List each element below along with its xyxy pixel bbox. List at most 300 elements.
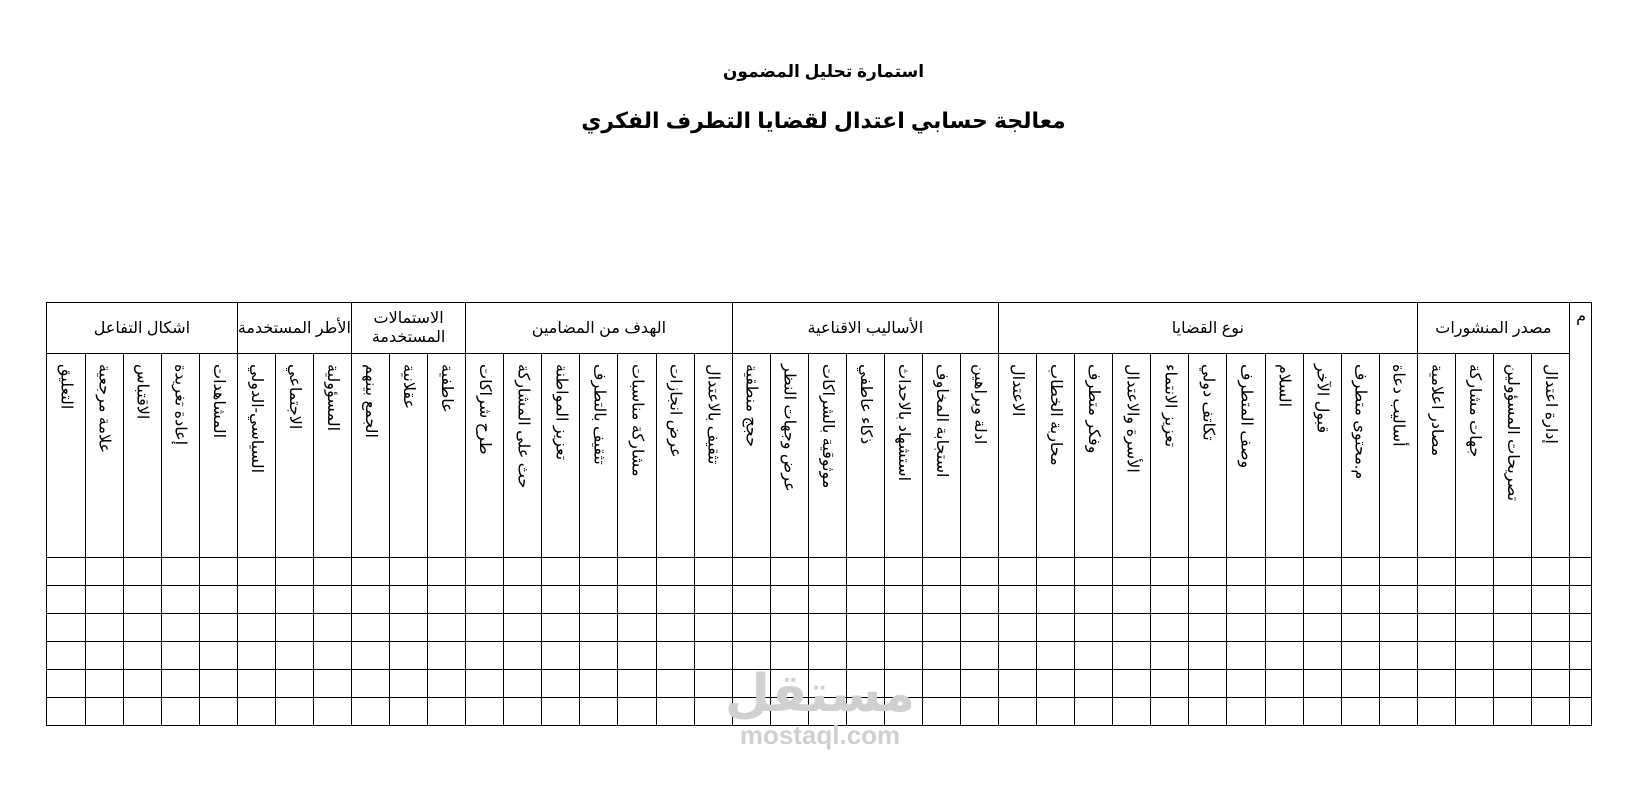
table-cell[interactable] [694, 558, 732, 586]
subcategory-label-wrap [466, 354, 503, 460]
table-cell[interactable] [1417, 614, 1455, 642]
subcategory-label: ذكاء عاطفي [856, 364, 874, 445]
table-cell[interactable] [313, 558, 351, 586]
table-cell[interactable] [275, 642, 313, 670]
table-cell[interactable] [390, 558, 428, 586]
table-cell[interactable] [922, 670, 960, 698]
subcategory-header [808, 354, 846, 558]
table-cell[interactable] [1379, 698, 1417, 726]
table-cell[interactable] [846, 586, 884, 614]
table-cell[interactable] [1570, 614, 1592, 642]
table-cell[interactable] [123, 642, 161, 670]
subcategory-header [390, 354, 428, 558]
table-cell[interactable] [1531, 642, 1569, 670]
table-cell[interactable] [618, 698, 656, 726]
table-cell[interactable] [1455, 614, 1493, 642]
table-cell[interactable] [732, 642, 770, 670]
table-cell[interactable] [1417, 670, 1455, 698]
table-cell[interactable] [1455, 642, 1493, 670]
table-cell[interactable] [618, 614, 656, 642]
table-cell[interactable] [1303, 614, 1341, 642]
table-cell[interactable] [275, 670, 313, 698]
table-cell[interactable] [1455, 558, 1493, 586]
subcategory-header [580, 354, 618, 558]
table-cell[interactable] [466, 586, 504, 614]
table-cell[interactable] [1113, 558, 1151, 586]
table-cell[interactable] [1189, 558, 1227, 586]
table-cell[interactable] [504, 642, 542, 670]
table-cell[interactable] [237, 614, 275, 642]
table-cell[interactable] [1303, 670, 1341, 698]
table-cell[interactable] [1265, 670, 1303, 698]
table-cell[interactable] [237, 586, 275, 614]
table-cell[interactable] [618, 642, 656, 670]
table-cell[interactable] [961, 670, 999, 698]
table-cell[interactable] [1075, 642, 1113, 670]
table-cell[interactable] [694, 642, 732, 670]
table-cell[interactable] [1265, 614, 1303, 642]
group-header-2: نوع القضايا [999, 303, 1418, 354]
table-cell[interactable] [770, 558, 808, 586]
table-cell[interactable] [390, 586, 428, 614]
table-cell[interactable] [884, 586, 922, 614]
table-cell[interactable] [1341, 670, 1379, 698]
table-cell[interactable] [694, 670, 732, 698]
table-cell[interactable] [466, 670, 504, 698]
table-cell[interactable] [1037, 586, 1075, 614]
table-cell[interactable] [732, 586, 770, 614]
index-header-label: م [1576, 308, 1586, 325]
table-cell[interactable] [1417, 586, 1455, 614]
subcategory-label: م.محتوى متطرف [1351, 364, 1369, 480]
table-cell[interactable] [1151, 614, 1189, 642]
table-cell[interactable] [1037, 670, 1075, 698]
table-cell[interactable] [618, 670, 656, 698]
table-cell[interactable] [656, 642, 694, 670]
subcategory-label-wrap [1304, 354, 1341, 438]
subcategory-header [694, 354, 732, 558]
table-cell[interactable] [846, 558, 884, 586]
subcategory-label-wrap [999, 354, 1036, 421]
table-cell[interactable] [390, 698, 428, 726]
table-cell[interactable] [1189, 586, 1227, 614]
table-cell[interactable] [161, 670, 199, 698]
subcategory-label: عقلانية [400, 364, 418, 410]
subcategory-header [1379, 354, 1417, 558]
table-cell[interactable] [1075, 614, 1113, 642]
table-cell[interactable] [1113, 586, 1151, 614]
table-cell[interactable] [237, 698, 275, 726]
table-cell[interactable] [428, 586, 466, 614]
table-cell[interactable] [352, 558, 390, 586]
content-analysis-table [46, 302, 1592, 726]
table-cell[interactable] [770, 698, 808, 726]
table-cell[interactable] [1341, 586, 1379, 614]
table-cell[interactable] [618, 586, 656, 614]
table-cell[interactable] [428, 670, 466, 698]
table-cell[interactable] [808, 586, 846, 614]
subcategory-label-wrap [1266, 354, 1303, 412]
table-cell[interactable] [1379, 614, 1417, 642]
table-cell[interactable] [161, 586, 199, 614]
subcategory-label: المشاهدات [209, 364, 227, 439]
index-column-header [1570, 303, 1592, 558]
table-cell[interactable] [999, 698, 1037, 726]
table-cell[interactable] [85, 698, 123, 726]
table-cell[interactable] [1151, 558, 1189, 586]
table-cell[interactable] [199, 614, 237, 642]
table-cell[interactable] [1570, 642, 1592, 670]
table-cell[interactable] [732, 558, 770, 586]
table-cell[interactable] [352, 698, 390, 726]
table-cell[interactable] [922, 642, 960, 670]
table-cell[interactable] [428, 614, 466, 642]
table-cell[interactable] [999, 670, 1037, 698]
table-cell[interactable] [580, 586, 618, 614]
table-cell[interactable] [1493, 614, 1531, 642]
table-cell[interactable] [1570, 586, 1592, 614]
table-cell[interactable] [1265, 642, 1303, 670]
table-cell[interactable] [1113, 642, 1151, 670]
table-cell[interactable] [275, 698, 313, 726]
table-cell[interactable] [85, 586, 123, 614]
table-body [47, 558, 1592, 726]
table-cell[interactable] [1493, 586, 1531, 614]
table-cell[interactable] [161, 614, 199, 642]
subcategory-label: وصف المتطرف [1237, 364, 1255, 469]
table-cell[interactable] [1570, 698, 1592, 726]
table-cell[interactable] [999, 558, 1037, 586]
subcategory-label-wrap [885, 354, 922, 486]
table-cell[interactable] [694, 698, 732, 726]
subcategory-header [275, 354, 313, 558]
table-cell[interactable] [161, 698, 199, 726]
table-cell[interactable] [846, 614, 884, 642]
table-cell[interactable] [1075, 670, 1113, 698]
table-cell[interactable] [1113, 698, 1151, 726]
table-cell[interactable] [466, 642, 504, 670]
table-cell[interactable] [85, 558, 123, 586]
subcategory-label-wrap [961, 354, 998, 449]
table-cell[interactable] [1531, 698, 1569, 726]
subcategory-label-wrap [47, 354, 85, 414]
subcategory-label: المسؤولية [323, 364, 341, 432]
table-cell[interactable] [808, 614, 846, 642]
table-cell[interactable] [580, 698, 618, 726]
subcategory-label: ادلة وبراهين [971, 364, 989, 445]
table-cell[interactable] [1151, 642, 1189, 670]
table-cell[interactable] [1379, 670, 1417, 698]
table-cell[interactable] [199, 586, 237, 614]
subcategory-label-wrap [124, 354, 161, 424]
table-cell[interactable] [1455, 670, 1493, 698]
table-cell[interactable] [161, 642, 199, 670]
table-cell[interactable] [884, 558, 922, 586]
group-header-5: الاستمالات المستخدمة [352, 303, 466, 354]
subcategory-header [884, 354, 922, 558]
table-cell[interactable] [1037, 698, 1075, 726]
table-cell[interactable] [1227, 586, 1265, 614]
table-cell[interactable] [580, 558, 618, 586]
table-cell[interactable] [390, 670, 428, 698]
table-cell[interactable] [1227, 698, 1265, 726]
table-cell[interactable] [313, 614, 351, 642]
subcategory-label: حجج منطقية [742, 364, 760, 448]
table-cell[interactable] [1455, 586, 1493, 614]
table-cell[interactable] [352, 614, 390, 642]
table-cell[interactable] [1075, 586, 1113, 614]
table-cell[interactable] [1379, 586, 1417, 614]
table-cell[interactable] [428, 642, 466, 670]
table-cell[interactable] [275, 614, 313, 642]
table-cell[interactable] [199, 698, 237, 726]
table-cell[interactable] [580, 614, 618, 642]
table-cell[interactable] [1303, 698, 1341, 726]
table-cell[interactable] [1227, 642, 1265, 670]
table-cell[interactable] [961, 558, 999, 586]
table-cell[interactable] [618, 558, 656, 586]
table-cell[interactable] [1151, 586, 1189, 614]
table-cell[interactable] [1303, 586, 1341, 614]
subcategory-label-wrap [771, 354, 808, 497]
table-cell[interactable] [47, 558, 86, 586]
table-cell[interactable] [1531, 670, 1569, 698]
table-cell[interactable] [504, 698, 542, 726]
table-cell[interactable] [352, 642, 390, 670]
table-cell[interactable] [504, 586, 542, 614]
subcategory-label-wrap [276, 354, 313, 434]
subcategory-label: تكاتف دولي [1199, 364, 1217, 441]
table-cell[interactable] [123, 670, 161, 698]
table-cell[interactable] [85, 670, 123, 698]
table-cell[interactable] [1075, 698, 1113, 726]
table-cell[interactable] [504, 558, 542, 586]
table-cell[interactable] [922, 698, 960, 726]
table-cell[interactable] [770, 642, 808, 670]
table-cell[interactable] [466, 698, 504, 726]
table-cell[interactable] [770, 670, 808, 698]
table-cell[interactable] [732, 614, 770, 642]
table-cell[interactable] [275, 586, 313, 614]
table-cell[interactable] [1493, 558, 1531, 586]
table-cell[interactable] [1189, 642, 1227, 670]
table-cell[interactable] [1455, 698, 1493, 726]
table-cell[interactable] [123, 614, 161, 642]
table-cell[interactable] [1493, 670, 1531, 698]
table-cell[interactable] [1570, 670, 1592, 698]
subcategory-label: السياسي-الدولي [247, 364, 265, 474]
table-cell[interactable] [846, 642, 884, 670]
table-cell[interactable] [656, 614, 694, 642]
table-cell[interactable] [47, 614, 86, 642]
table-cell[interactable] [1265, 698, 1303, 726]
subcategory-header [1531, 354, 1569, 558]
table-cell[interactable] [808, 558, 846, 586]
table-cell[interactable] [922, 558, 960, 586]
table-cell[interactable] [542, 642, 580, 670]
table-cell[interactable] [1379, 642, 1417, 670]
table-cell[interactable] [542, 698, 580, 726]
table-cell[interactable] [199, 558, 237, 586]
table-cell[interactable] [999, 614, 1037, 642]
table-cell[interactable] [846, 670, 884, 698]
table-cell[interactable] [656, 670, 694, 698]
table-cell[interactable] [466, 614, 504, 642]
table-cell[interactable] [1341, 698, 1379, 726]
table-cell[interactable] [1227, 670, 1265, 698]
table-cell[interactable] [47, 670, 86, 698]
table-cell[interactable] [1341, 642, 1379, 670]
table-cell[interactable] [999, 586, 1037, 614]
table-row [47, 558, 1592, 586]
table-cell[interactable] [1151, 670, 1189, 698]
table-cell[interactable] [542, 670, 580, 698]
table-cell[interactable] [961, 698, 999, 726]
table-cell[interactable] [237, 558, 275, 586]
table-cell[interactable] [1151, 698, 1189, 726]
table-cell[interactable] [1531, 586, 1569, 614]
table-cell[interactable] [770, 586, 808, 614]
table-cell[interactable] [161, 558, 199, 586]
table-cell[interactable] [732, 670, 770, 698]
table-cell[interactable] [1113, 614, 1151, 642]
table-cell[interactable] [1037, 614, 1075, 642]
group-header-1: مصدر المنشورات [1417, 303, 1569, 354]
table-cell[interactable] [313, 586, 351, 614]
table-cell[interactable] [466, 558, 504, 586]
subcategory-label-wrap [733, 354, 770, 452]
table-cell[interactable] [47, 642, 86, 670]
subcategory-header [846, 354, 884, 558]
table-cell[interactable] [313, 698, 351, 726]
watermark-logo: مستقل [724, 665, 916, 723]
table-cell[interactable] [1037, 642, 1075, 670]
table-cell[interactable] [770, 614, 808, 642]
table-cell[interactable] [1493, 642, 1531, 670]
table-cell[interactable] [922, 586, 960, 614]
table-cell[interactable] [884, 614, 922, 642]
table-cell[interactable] [808, 642, 846, 670]
table-cell[interactable] [123, 698, 161, 726]
table-cell[interactable] [1570, 558, 1592, 586]
table-cell[interactable] [580, 642, 618, 670]
subcategory-label-wrap [1532, 354, 1569, 449]
table-cell[interactable] [1227, 614, 1265, 642]
table-cell[interactable] [85, 642, 123, 670]
table-cell[interactable] [123, 558, 161, 586]
subcategory-label: الأسرة والاعتدال [1123, 364, 1141, 473]
table-cell[interactable] [808, 698, 846, 726]
table-cell[interactable] [542, 586, 580, 614]
table-cell[interactable] [352, 670, 390, 698]
table-cell[interactable] [428, 558, 466, 586]
table-cell[interactable] [1189, 698, 1227, 726]
table-cell[interactable] [1531, 614, 1569, 642]
subcategory-label: عرض انجازات [666, 364, 684, 458]
table-cell[interactable] [732, 698, 770, 726]
subcategory-header [313, 354, 351, 558]
table-row [47, 586, 1592, 614]
table-cell[interactable] [961, 586, 999, 614]
table-cell[interactable] [1341, 614, 1379, 642]
table-cell[interactable] [656, 586, 694, 614]
table-cell[interactable] [1303, 642, 1341, 670]
table-cell[interactable] [123, 586, 161, 614]
table-cell[interactable] [1189, 614, 1227, 642]
table-cell[interactable] [428, 698, 466, 726]
group-header-6: الأطر المستخدمة [237, 303, 351, 354]
table-cell[interactable] [199, 670, 237, 698]
table-cell[interactable] [1227, 558, 1265, 586]
table-cell[interactable] [1075, 558, 1113, 586]
table-cell[interactable] [1531, 558, 1569, 586]
table-cell[interactable] [390, 642, 428, 670]
table-cell[interactable] [85, 614, 123, 642]
table-cell[interactable] [1265, 586, 1303, 614]
table-cell[interactable] [1265, 558, 1303, 586]
group-header-3: الأساليب الاقناعية [732, 303, 998, 354]
table-cell[interactable] [542, 558, 580, 586]
subcategory-header [1417, 354, 1455, 558]
table-cell[interactable] [922, 614, 960, 642]
table-cell[interactable] [999, 642, 1037, 670]
table-cell[interactable] [961, 614, 999, 642]
table-cell[interactable] [390, 614, 428, 642]
table-cell[interactable] [694, 614, 732, 642]
table-cell[interactable] [237, 670, 275, 698]
table-cell[interactable] [313, 642, 351, 670]
table-cell[interactable] [275, 558, 313, 586]
subcategory-label-wrap [542, 354, 579, 465]
table-cell[interactable] [1417, 698, 1455, 726]
table-cell[interactable] [1417, 642, 1455, 670]
table-cell[interactable] [1493, 698, 1531, 726]
table-cell[interactable] [199, 642, 237, 670]
table-cell[interactable] [656, 698, 694, 726]
table-cell[interactable] [884, 670, 922, 698]
table-cell[interactable] [47, 698, 86, 726]
table-cell[interactable] [352, 586, 390, 614]
table-cell[interactable] [656, 558, 694, 586]
subcategory-header [199, 354, 237, 558]
table-cell[interactable] [580, 670, 618, 698]
table-cell[interactable] [1379, 558, 1417, 586]
table-cell[interactable] [1113, 670, 1151, 698]
subcategory-header [1303, 354, 1341, 558]
table-cell[interactable] [694, 586, 732, 614]
subcategory-header [466, 354, 504, 558]
table-cell[interactable] [1341, 558, 1379, 586]
watermark-url: mostaql.com [739, 720, 901, 750]
table-cell[interactable] [504, 614, 542, 642]
table-cell[interactable] [47, 586, 86, 614]
table-cell[interactable] [504, 670, 542, 698]
table-cell[interactable] [884, 698, 922, 726]
table-cell[interactable] [1417, 558, 1455, 586]
table-cell[interactable] [808, 670, 846, 698]
subcategory-label-wrap [923, 354, 960, 482]
table-cell[interactable] [542, 614, 580, 642]
table-cell[interactable] [1303, 558, 1341, 586]
table-cell[interactable] [313, 670, 351, 698]
table-cell[interactable] [846, 698, 884, 726]
subcategory-label: محاربة الخطاب [1047, 364, 1065, 466]
table-cell[interactable] [237, 642, 275, 670]
table-cell[interactable] [961, 642, 999, 670]
table-cell[interactable] [884, 642, 922, 670]
table-cell[interactable] [1189, 670, 1227, 698]
table-cell[interactable] [1037, 558, 1075, 586]
